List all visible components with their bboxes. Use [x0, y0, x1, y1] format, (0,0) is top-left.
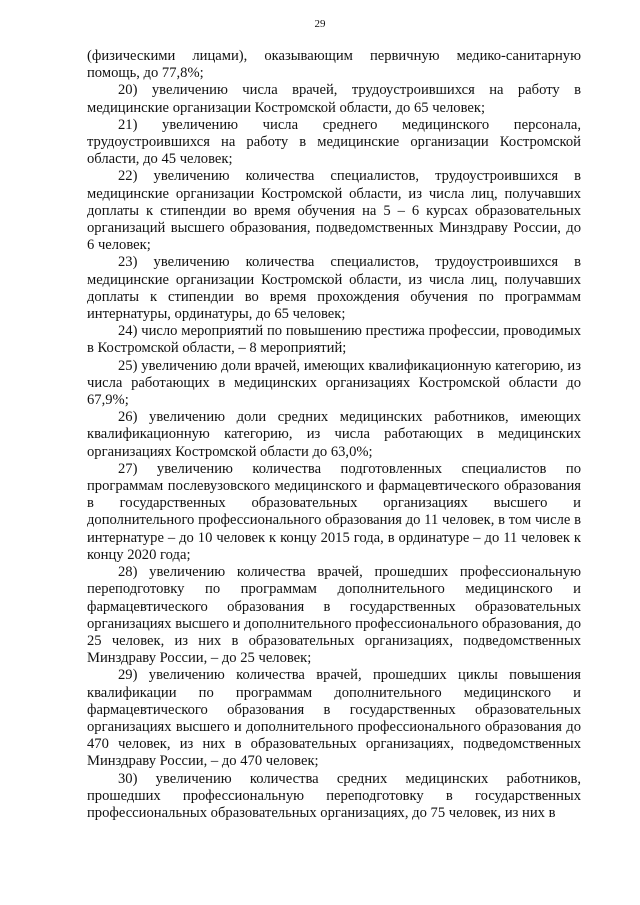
paragraph-item-25: 25) увеличению доли врачей, имеющих квалификационную категорию, из числа работающих в медицинских организациях Костромской области до 67,9%;	[87, 357, 581, 409]
paragraph-item-27: 27) увеличению количества подготовленных специалистов по программам послевузовского медицинского и фармацевтического образования в государственных образовательных организациях высшего и дополнительного профессионального образования до 11 человек, в том числе в интернатуре – до 10 человек к концу 2015 года, в ординатуре – до 11 человек к концу 2020 года;	[87, 460, 581, 563]
paragraph-item-20: 20) увеличению числа врачей, трудоустроившихся на работу в медицинские организации Костромской области, до 65 человек;	[87, 82, 581, 116]
paragraph-item-28: 28) увеличению количества врачей, прошедших профессиональную переподготовку по программам дополнительного медицинского и фармацевтического образования в государственных образовательных организациях высшего и дополнительного профессионального образования, до 25 человек, из них в образовательных организациях, подведомственных Минздраву России, – до 25 человек;	[87, 564, 581, 667]
paragraph-item-21: 21) увеличению числа среднего медицинского персонала, трудоустроившихся на работу в медицинские организации Костромской области, до 45 человек;	[87, 116, 581, 168]
paragraph-item-30: 30) увеличению количества средних медицинских работников, прошедших профессиональную переподготовку в государственных профессиональных образовательных организациях, до 75 человек, из них в	[87, 770, 581, 821]
document-body	[87, 48, 581, 822]
paragraph-item-29: 29) увеличению количества врачей, прошедших циклы повышения квалификации по программам дополнительного медицинского и фармацевтического образования в государственных образовательных организациях высшего и дополнительного профессионального образования до 470 человек, из них в образовательных организациях, подведомственных Минздраву России, – до 470 человек;	[87, 667, 581, 770]
paragraph-item-24: 24) число мероприятий по повышению престижа профессии, проводимых в Костромской области, – 8 мероприятий;	[87, 323, 581, 357]
paragraph-item-23: 23) увеличению количества специалистов, трудоустроившихся в медицинские организации Костромской области, из числа лиц, получавших доплаты к стипендии во время прохождения обучения по программам интернатуры, ординатуры, до 65 человек;	[87, 254, 581, 323]
paragraph-item-22: 22) увеличению количества специалистов, трудоустроившихся в медицинские организации Костромской области, из числа лиц, получавших доплаты к стипендии во время обучения на 5 – 6 курсах образовательных организаций высшего образования, подведомственных Минздраву России, до 6 человек;	[87, 168, 581, 254]
page-number: 29	[314, 18, 326, 30]
paragraph-item-26: 26) увеличению доли средних медицинских работников, имеющих квалификационную категорию, из числа работающих в медицинских организациях Костромской области до 63,0%;	[87, 409, 581, 460]
paragraph-continuation: (физическими лицами), оказывающим первичную медико-санитарную помощь, до 77,8%;	[87, 48, 581, 82]
